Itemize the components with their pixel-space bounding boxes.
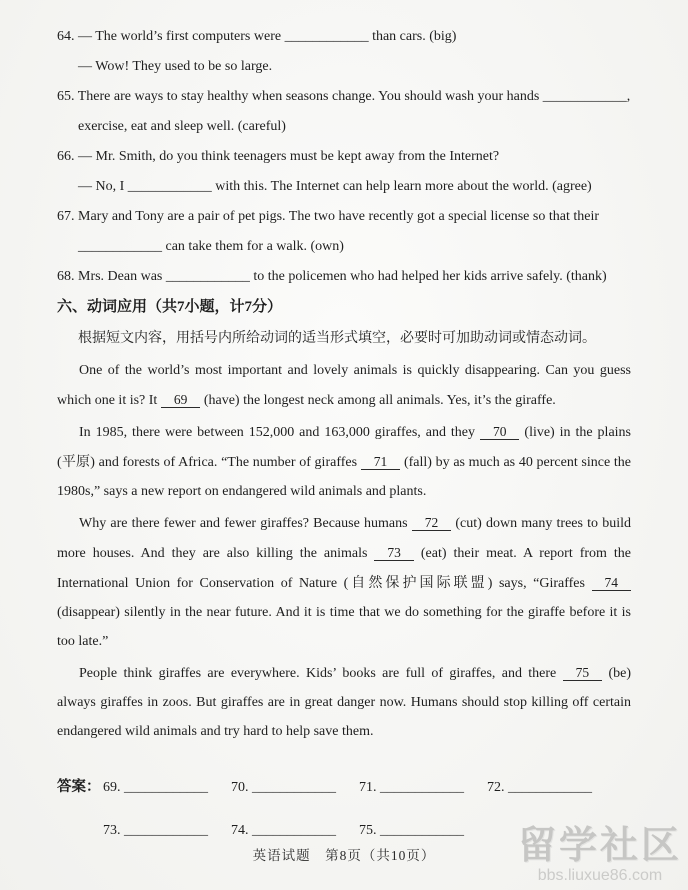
answer-number: 72. — [487, 780, 505, 795]
answer-number: 69. — [103, 780, 121, 795]
passage-text: (disappear) silently in the near future. And it is time that we do something for the giraffe before it is too late.” — [57, 605, 631, 649]
question-68-line-1: 68. Mrs. Dean was ____________ to the policemen who had helped her kids arrive safely. (thank) — [57, 269, 607, 284]
passage-text: People think giraffes are everywhere. Kids’ books are full of giraffes, and there — [79, 666, 563, 681]
answer-number: 75. — [359, 823, 377, 838]
blank-73: 73 — [374, 545, 414, 561]
question-67-line-1: 67. Mary and Tony are a pair of pet pigs. The two have recently got a special license so that their — [57, 209, 599, 224]
question-66-line-1: 66. — Mr. Smith, do you think teenagers must be kept away from the Internet? — [57, 149, 500, 164]
question-67-line-2: ____________ can take them for a walk. (own) — [78, 239, 344, 254]
passage-paragraph-2 — [57, 417, 631, 506]
watermark-title: 留学社区 — [517, 825, 682, 867]
passage-paragraph-3 — [57, 508, 631, 656]
blank-75: 75 — [563, 665, 603, 681]
blank-69: 69 — [161, 392, 201, 408]
question-64-line-1: 64. — The world’s first computers were ____________ than cars. (big) — [57, 29, 457, 44]
answer-item-73 — [103, 816, 231, 846]
answer-section — [57, 772, 631, 846]
passage-text: (be) always giraffes in zoos. But giraffes are in great danger now. Humans should stop killing off certain endangered wild animals and try hard to help save them. — [57, 666, 631, 739]
answer-label: 答案： — [57, 779, 101, 795]
answer-row-1 — [57, 772, 631, 803]
answer-row-2 — [57, 816, 631, 846]
watermark-url: bbs.liuxue86.com — [537, 867, 663, 884]
section-title: 六、动词应用（共7小题，计7分） — [57, 299, 283, 315]
blank-74: 74 — [592, 575, 632, 591]
answer-number: 71. — [359, 780, 377, 795]
answer-number: 70. — [231, 780, 249, 795]
answer-item-71 — [359, 773, 487, 803]
passage-text: (live) in the plains (平原) and forests of Africa. “The number of giraffes — [57, 425, 631, 470]
answer-item-74 — [231, 816, 359, 846]
answer-blank: ____________ — [124, 823, 208, 838]
passage-text: (eat) their meat. A report from the International Union for Conservation of Nature (自然保护国际联盟) says, “Giraffes — [57, 546, 631, 591]
answer-item-70 — [231, 773, 359, 803]
answer-item-72 — [487, 773, 615, 803]
blank-70: 70 — [480, 424, 520, 440]
blank-72: 72 — [412, 515, 452, 531]
answer-blank: ____________ — [380, 780, 464, 795]
answer-number: 73. — [103, 823, 121, 838]
question-66-line-2: — No, I ____________ with this. The Internet can help learn more about the world. (agree) — [78, 179, 592, 194]
question-65-line-2: exercise, eat and sleep well. (careful) — [78, 119, 286, 134]
passage-text: One of the world’s most important and lovely animals is quickly disappearing. Can you guess which one it is? It — [57, 363, 631, 408]
passage-paragraph-4 — [57, 658, 631, 746]
passage-paragraph-1 — [57, 356, 631, 415]
footer-page-label: 英语试题 第8页（共10页） — [252, 848, 436, 863]
question-65-line-1: 65. There are ways to stay healthy when seasons change. You should wash your hands ____________, — [57, 89, 631, 104]
answer-item-69 — [103, 773, 231, 803]
passage-text: Why are there fewer and fewer giraffes? Because humans — [79, 516, 412, 531]
question-64-line-2: — Wow! They used to be so large. — [78, 59, 273, 74]
answer-blank: ____________ — [252, 823, 336, 838]
passage-text: (have) the longest neck among all animals. Yes, it’s the giraffe. — [200, 393, 556, 408]
passage-text: (cut) down many trees to build more houses. And they are also killing the animals — [57, 516, 631, 561]
passage-text: (fall) by as much as 40 percent since the 1980s,” says a new report on endangered wild animals and plants. — [57, 455, 631, 499]
answer-item-75 — [359, 816, 487, 846]
answer-blank: ____________ — [508, 780, 592, 795]
blank-71: 71 — [361, 454, 401, 470]
section-instruction: 根据短文内容，用括号内所给动词的适当形式填空，必要时可加助动词或情态动词。 — [78, 331, 596, 346]
answer-blank: ____________ — [380, 823, 464, 838]
answer-blank: ____________ — [252, 780, 336, 795]
answer-number: 74. — [231, 823, 249, 838]
answer-blank: ____________ — [124, 780, 208, 795]
passage-text: In 1985, there were between 152,000 and 163,000 giraffes, and they — [79, 425, 480, 440]
